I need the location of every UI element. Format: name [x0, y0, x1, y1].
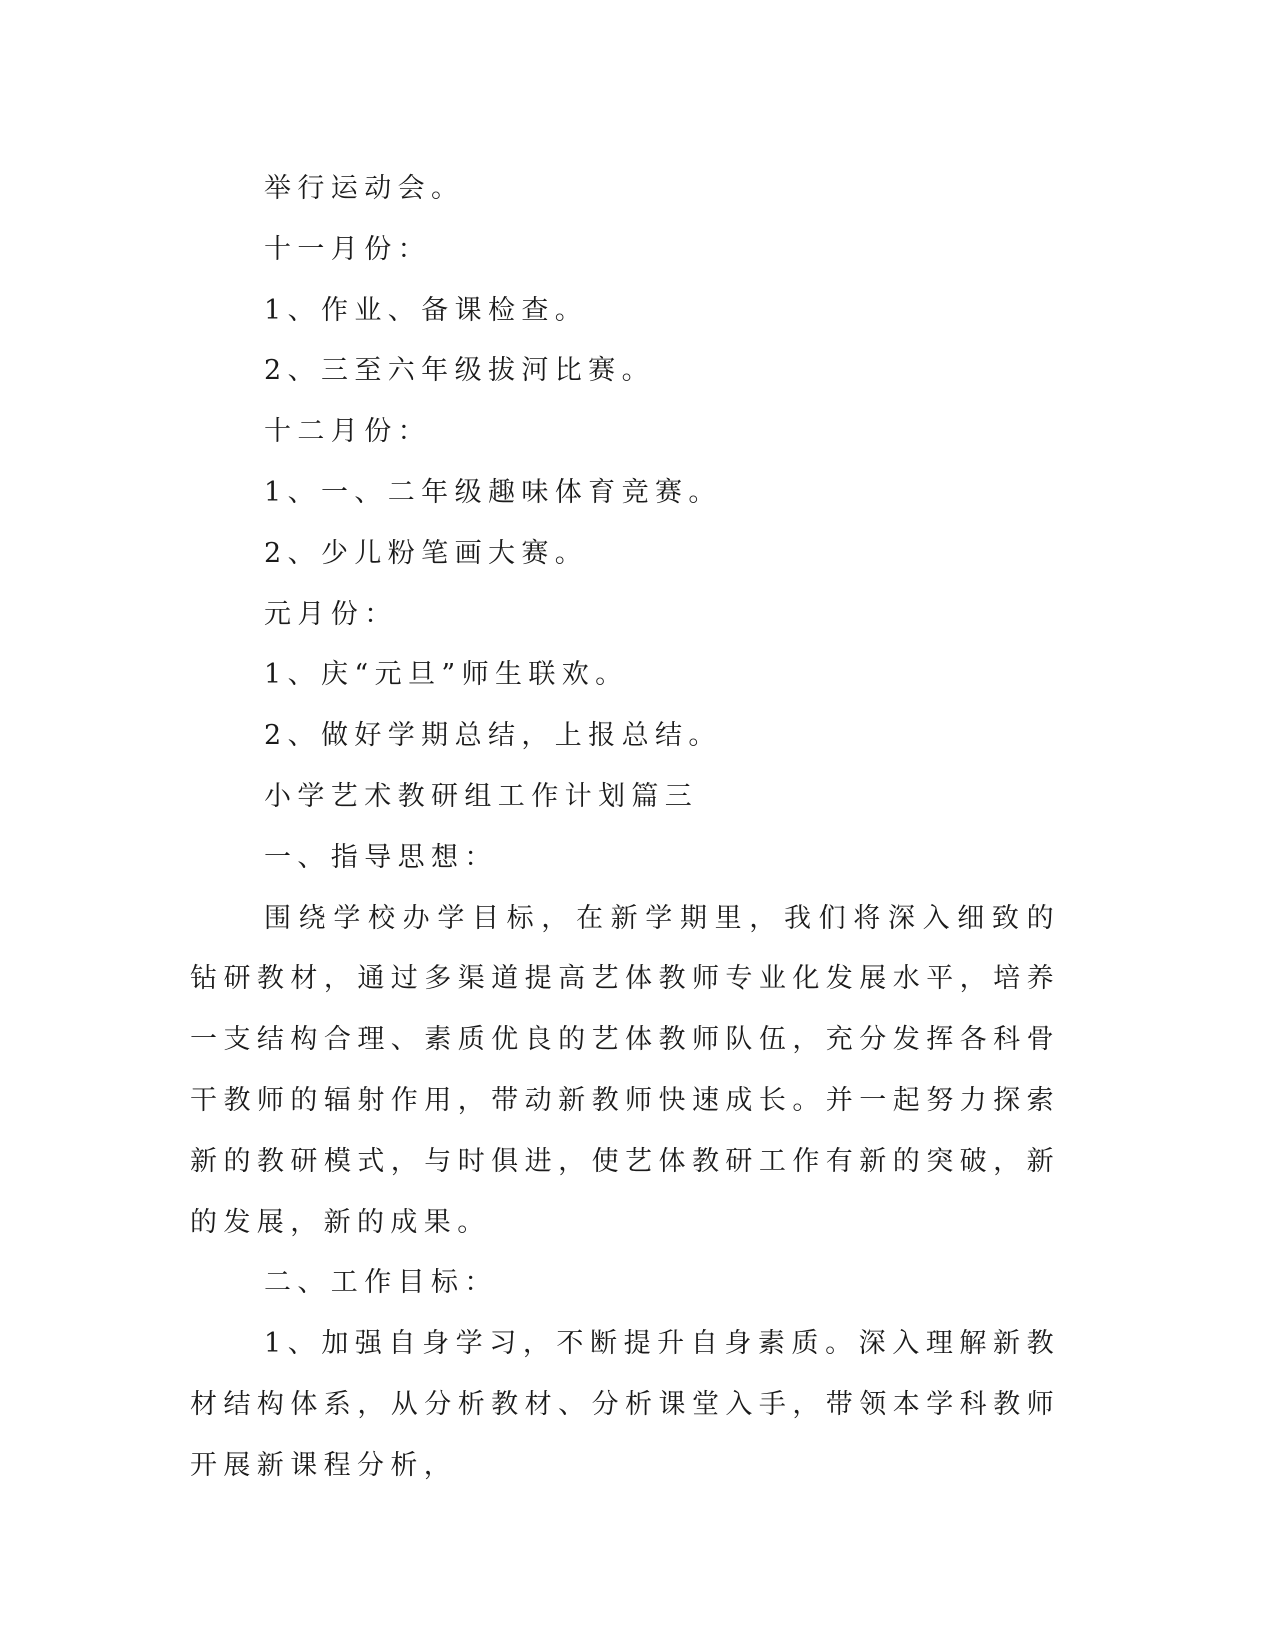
- section-heading-guiding-thought: 一、指导思想：: [264, 841, 498, 873]
- text-line: 举行运动会。: [264, 173, 465, 204]
- list-item: 2、做好学期总结，上报总结。: [264, 720, 722, 752]
- month-heading-december: 十二月份：: [264, 416, 431, 448]
- list-item: 2、三至六年级拔河比赛。: [264, 355, 655, 387]
- month-heading-january: 元月份：: [264, 598, 398, 630]
- section-title: 小学艺术教研组工作计划篇三: [264, 780, 699, 812]
- list-item: 1、一、二年级趣味体育竞赛。: [264, 476, 722, 508]
- month-heading-november: 十一月份：: [264, 233, 431, 265]
- paragraph-goal-1: 1、加强自身学习，不断提升自身素质。深入理解新教材结构体系，从分析教材、分析课堂入手，带领本学科教师开展新课程分析，: [190, 1328, 1060, 1481]
- section-heading-work-goals: 二、工作目标：: [264, 1267, 498, 1299]
- list-item: 1、作业、备课检查。: [264, 294, 589, 326]
- list-item: 2、少儿粉笔画大赛。: [264, 537, 589, 569]
- document-body: [190, 159, 1060, 1497]
- list-item: 1、庆“元旦”师生联欢。: [264, 659, 629, 691]
- paragraph-guiding-thought: 围绕学校办学目标，在新学期里，我们将深入细致的钻研教材，通过多渠道提高艺体教师专业化发展水平，培养一支结构合理、素质优良的艺体教师队伍，充分发挥各科骨干教师的辐射作用，带动新教师快速成长。并一起努力探索新的教研模式，与时俱进，使艺体教研工作有新的突破，新的发展，新的成果。: [190, 902, 1060, 1238]
